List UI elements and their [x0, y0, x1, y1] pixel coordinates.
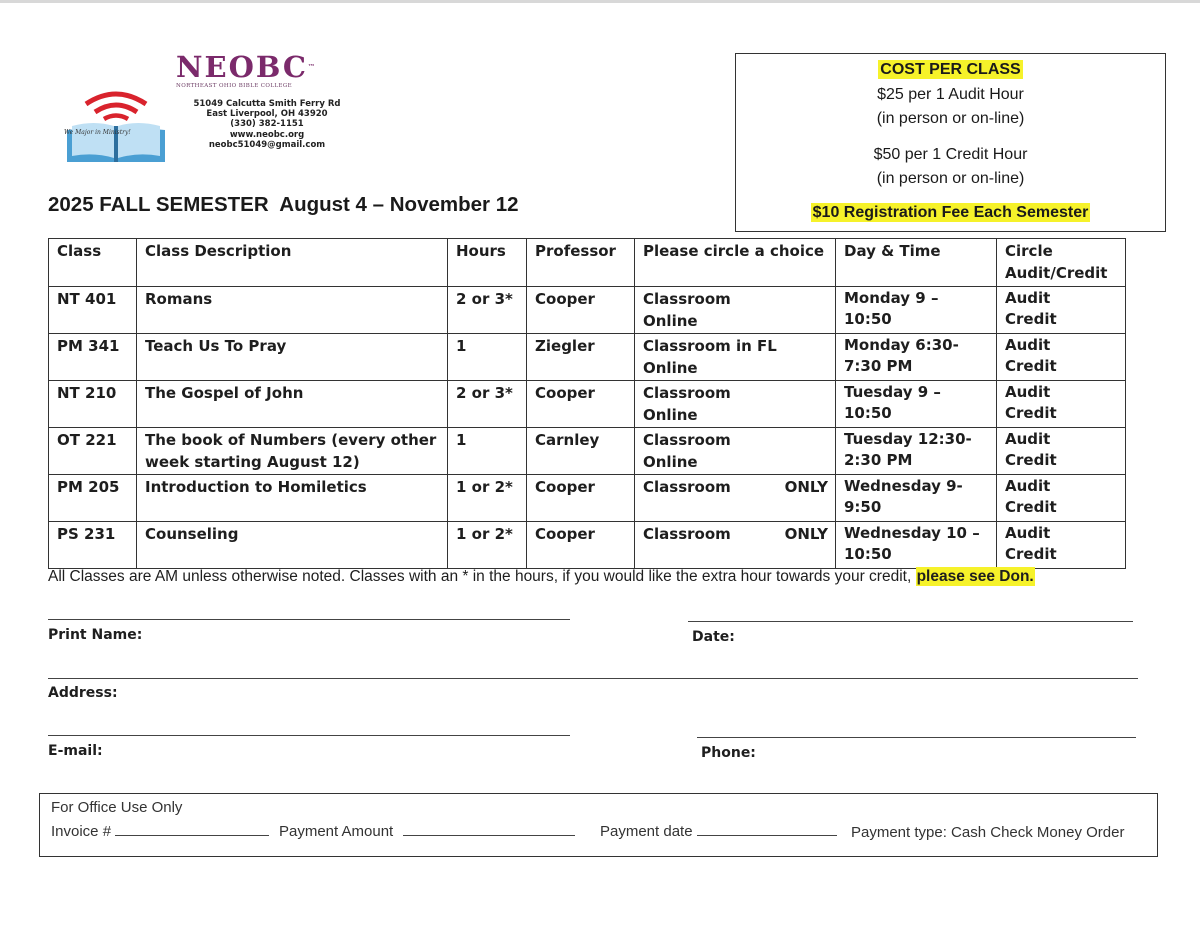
choice-audit[interactable]: Audit	[1005, 524, 1051, 542]
audit-note: (in person or on-line)	[876, 110, 1025, 127]
logo-subtitle: NORTHEAST OHIO BIBLE COLLEGE	[176, 83, 293, 89]
class-professor: Cooper	[527, 287, 635, 334]
open-book-icon	[64, 86, 168, 166]
choice-online[interactable]: Online	[643, 359, 698, 377]
date-label: Date:	[692, 629, 735, 645]
semester-title: 2025 FALL SEMESTER August 4 – November 12	[48, 193, 519, 216]
class-code: NT 401	[49, 287, 137, 334]
header-professor: Professor	[527, 239, 635, 287]
payment-amount-field	[279, 822, 575, 840]
class-professor: Cooper	[527, 381, 635, 428]
header-choice: Please circle a choice	[635, 239, 836, 287]
logo-motto: We Major in Ministry!	[64, 129, 131, 136]
table-header-row	[49, 239, 1126, 287]
class-day-time: Wednesday 10 – 10:50	[836, 522, 997, 569]
registration-fee: $10 Registration Fee Each Semester	[812, 204, 1089, 221]
scan-top-edge	[0, 0, 1200, 3]
choice-online[interactable]: Online	[643, 453, 698, 471]
print-name-label: Print Name:	[48, 627, 143, 643]
email-field[interactable]	[48, 735, 570, 736]
address-line: 51049 Calcutta Smith Ferry Rd	[193, 99, 341, 109]
cost-title: COST PER CLASS	[880, 61, 1021, 78]
choice-audit[interactable]: Audit	[1005, 383, 1051, 401]
payment-amount-input[interactable]	[403, 822, 575, 836]
class-day-time: Tuesday 9 – 10:50	[836, 381, 997, 428]
logo-address	[182, 99, 352, 150]
class-professor: Ziegler	[527, 334, 635, 381]
delivery-choice	[635, 428, 836, 475]
phone-label: Phone:	[701, 745, 756, 761]
address-label: Address:	[48, 685, 118, 701]
choice-classroom[interactable]: Classroom	[643, 290, 731, 308]
delivery-choice	[635, 522, 836, 569]
payment-type-field: Payment type: Cash Check Money Order	[851, 824, 1125, 841]
note-highlight: please see Don.	[916, 568, 1034, 585]
choice-classroom[interactable]: Classroom	[643, 431, 731, 449]
header-description: Class Description	[137, 239, 448, 287]
choice-credit[interactable]: Credit	[1005, 357, 1057, 375]
class-day-time: Tuesday 12:30-2:30 PM	[836, 428, 997, 475]
class-professor: Cooper	[527, 522, 635, 569]
phone-field[interactable]	[697, 737, 1136, 738]
audit-price: $25 per 1 Audit Hour	[877, 86, 1024, 103]
class-day-time: Wednesday 9-9:50	[836, 475, 997, 522]
print-name-field[interactable]	[48, 619, 570, 620]
class-professor: Cooper	[527, 475, 635, 522]
choice-credit[interactable]: Credit	[1005, 451, 1057, 469]
audit-credit-choice	[997, 287, 1126, 334]
class-hours: 1	[448, 428, 527, 475]
email-address: neobc51049@gmail.com	[208, 139, 326, 150]
class-description: The Gospel of John	[137, 381, 448, 428]
class-code: PS 231	[49, 522, 137, 569]
classroom-only	[643, 476, 828, 498]
header-hours: Hours	[448, 239, 527, 287]
class-code: OT 221	[49, 428, 137, 475]
choice-credit[interactable]: Credit	[1005, 498, 1057, 516]
table-row	[49, 334, 1126, 381]
choice-credit[interactable]: Credit	[1005, 545, 1057, 563]
only-label: ONLY	[784, 478, 828, 496]
class-description: Introduction to Homiletics	[137, 475, 448, 522]
class-code: PM 205	[49, 475, 137, 522]
class-day-time: Monday 6:30-7:30 PM	[836, 334, 997, 381]
date-field[interactable]	[688, 621, 1133, 622]
payment-date-input[interactable]	[697, 822, 837, 836]
wave-icon	[95, 105, 137, 112]
class-code: NT 210	[49, 381, 137, 428]
phone-number: (330) 382-1151	[230, 119, 304, 130]
class-hours: 2 or 3*	[448, 381, 527, 428]
table-row	[49, 475, 1126, 522]
choice-classroom[interactable]: Classroom	[643, 384, 731, 402]
class-day-time: Monday 9 – 10:50	[836, 287, 997, 334]
class-hours: 1 or 2*	[448, 522, 527, 569]
payment-date-label: Payment date	[600, 823, 693, 840]
class-hours: 1	[448, 334, 527, 381]
choice-online[interactable]: Online	[643, 312, 698, 330]
header-class: Class	[49, 239, 137, 287]
choice-online[interactable]: Online	[643, 406, 698, 424]
class-schedule-table	[48, 238, 1126, 569]
address-line: East Liverpool, OH 43920	[206, 109, 328, 120]
delivery-choice	[635, 287, 836, 334]
delivery-choice	[635, 475, 836, 522]
class-hours: 2 or 3*	[448, 287, 527, 334]
choice-classroom[interactable]: Classroom	[643, 478, 731, 496]
payment-date-field	[600, 822, 837, 840]
class-description: Counseling	[137, 522, 448, 569]
office-use-box	[39, 793, 1158, 857]
invoice-label: Invoice #	[51, 823, 112, 840]
class-professor: Carnley	[527, 428, 635, 475]
only-label: ONLY	[784, 525, 828, 543]
table-row	[49, 522, 1126, 569]
choice-audit[interactable]: Audit	[1005, 430, 1051, 448]
audit-credit-choice	[997, 381, 1126, 428]
choice-classroom[interactable]: Classroom	[643, 525, 731, 543]
audit-credit-choice	[997, 428, 1126, 475]
payment-amount-label: Payment Amount	[279, 823, 394, 840]
cost-per-class-box	[735, 53, 1166, 232]
choice-classroom[interactable]: Classroom in FL	[643, 337, 777, 355]
invoice-input[interactable]	[115, 822, 269, 836]
header-audit-credit: Circle Audit/Credit	[997, 239, 1126, 287]
table-row	[49, 381, 1126, 428]
choice-audit[interactable]: Audit	[1005, 336, 1051, 354]
classroom-only	[643, 523, 828, 545]
class-description: The book of Numbers (every other week starting August 12)	[137, 428, 448, 475]
audit-credit-choice	[997, 334, 1126, 381]
choice-credit[interactable]: Credit	[1005, 310, 1057, 328]
address-field[interactable]	[48, 678, 1138, 679]
office-use-title: For Office Use Only	[51, 799, 183, 816]
credit-price: $50 per 1 Credit Hour	[873, 146, 1028, 163]
header-day-time: Day & Time	[836, 239, 997, 287]
email-label: E-mail:	[48, 743, 103, 759]
website: www.neobc.org	[229, 129, 305, 140]
college-logo	[64, 52, 364, 170]
delivery-choice	[635, 381, 836, 428]
credit-note: (in person or on-line)	[876, 170, 1025, 187]
table-row	[49, 428, 1126, 475]
class-description: Romans	[137, 287, 448, 334]
audit-credit-choice	[997, 475, 1126, 522]
wave-icon	[104, 116, 128, 120]
choice-audit[interactable]: Audit	[1005, 289, 1051, 307]
class-code: PM 341	[49, 334, 137, 381]
audit-credit-choice	[997, 522, 1126, 569]
table-row	[49, 287, 1126, 334]
logo-brand: NEOBC™	[176, 50, 318, 84]
schedule-note: All Classes are AM unless otherwise noted. Classes with an * in the hours, if you would like the extra hour towards your credit, please see Don.	[48, 568, 1034, 585]
class-hours: 1 or 2*	[448, 475, 527, 522]
invoice-field	[51, 822, 269, 840]
choice-credit[interactable]: Credit	[1005, 404, 1057, 422]
class-description: Teach Us To Pray	[137, 334, 448, 381]
delivery-choice	[635, 334, 836, 381]
choice-audit[interactable]: Audit	[1005, 477, 1051, 495]
